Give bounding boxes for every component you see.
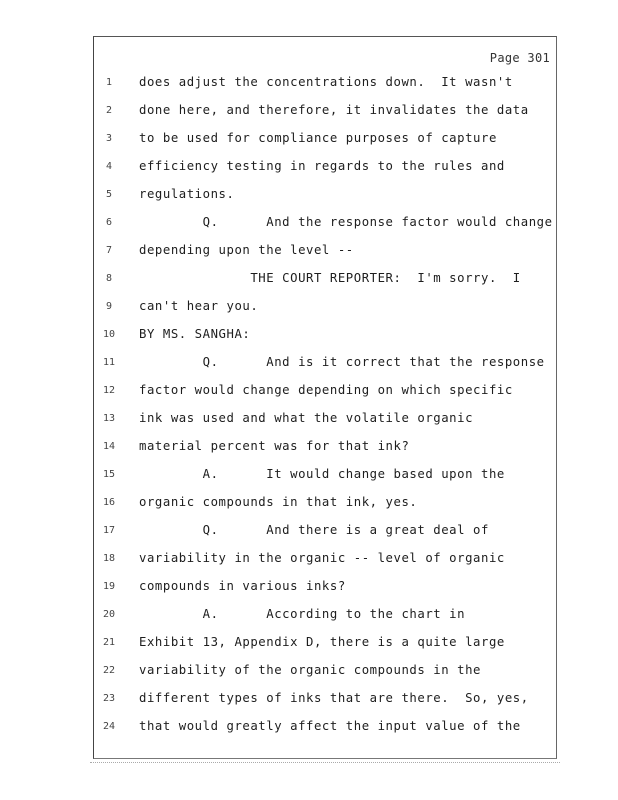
transcript-line: [94, 131, 554, 155]
transcript-line: [94, 299, 554, 323]
line-number: 2: [105, 105, 113, 116]
transcript-line: [94, 383, 554, 407]
line-number: 14: [102, 441, 116, 452]
transcript-line: [94, 187, 554, 211]
line-number: 11: [102, 357, 116, 368]
line-number: 5: [105, 189, 113, 200]
line-number: 1: [105, 77, 113, 88]
transcript-line: [94, 103, 554, 127]
transcript-line: [94, 523, 554, 547]
line-text: depending upon the level --: [139, 243, 354, 257]
line-text: BY MS. SANGHA:: [139, 327, 251, 341]
line-number: 15: [102, 469, 116, 480]
line-text: THE COURT REPORTER: I'm sorry. I: [139, 271, 521, 285]
transcript-line: [94, 215, 554, 239]
line-text: different types of inks that are there. So, yes,: [139, 691, 529, 705]
line-number: 3: [105, 133, 113, 144]
transcript-line: [94, 411, 554, 435]
line-number: 13: [102, 413, 116, 424]
line-number: 6: [105, 217, 113, 228]
transcript-line: [94, 271, 554, 295]
line-text: A. It would change based upon the: [139, 467, 505, 481]
page-number: Page 301: [489, 51, 550, 65]
line-number: 18: [102, 553, 116, 564]
line-number: 12: [102, 385, 116, 396]
transcript-page: [93, 36, 557, 759]
line-text: ink was used and what the volatile organic: [139, 411, 474, 425]
line-text: material percent was for that ink?: [139, 439, 410, 453]
line-text: Exhibit 13, Appendix D, there is a quite large: [139, 635, 505, 649]
transcript-line: [94, 439, 554, 463]
line-text: variability in the organic -- level of organic: [139, 551, 505, 565]
line-text: Q. And there is a great deal of: [139, 523, 489, 537]
bottom-rule: [90, 762, 560, 763]
line-text: regulations.: [139, 187, 235, 201]
transcript-line: [94, 579, 554, 603]
line-text: variability of the organic compounds in the: [139, 663, 481, 677]
line-number: 19: [102, 581, 116, 592]
line-text: Q. And the response factor would change: [139, 215, 553, 229]
line-text: can't hear you.: [139, 299, 259, 313]
transcript-line: [94, 551, 554, 575]
line-number: 16: [102, 497, 116, 508]
line-text: to be used for compliance purposes of capture: [139, 131, 497, 145]
line-number: 20: [102, 609, 116, 620]
transcript-line: [94, 719, 554, 743]
line-number: 9: [105, 301, 113, 312]
line-number: 4: [105, 161, 113, 172]
line-text: factor would change depending on which specific: [139, 383, 513, 397]
transcript-line: [94, 663, 554, 687]
line-text: does adjust the concentrations down. It wasn't: [139, 75, 513, 89]
line-text: Q. And is it correct that the response: [139, 355, 545, 369]
line-number: 7: [105, 245, 113, 256]
line-text: A. According to the chart in: [139, 607, 466, 621]
transcript-line: [94, 243, 554, 267]
line-text: done here, and therefore, it invalidates the data: [139, 103, 529, 117]
transcript-line: [94, 635, 554, 659]
line-text: that would greatly affect the input value of the: [139, 719, 521, 733]
transcript-line: [94, 355, 554, 379]
transcript-line: [94, 159, 554, 183]
line-number: 22: [102, 665, 116, 676]
transcript-line: [94, 467, 554, 491]
transcript-line: [94, 495, 554, 519]
transcript-line: [94, 691, 554, 715]
line-text: efficiency testing in regards to the rules and: [139, 159, 505, 173]
line-number: 21: [102, 637, 116, 648]
line-text: organic compounds in that ink, yes.: [139, 495, 418, 509]
line-number: 8: [105, 273, 113, 284]
line-number: 24: [102, 721, 116, 732]
line-text: compounds in various inks?: [139, 579, 346, 593]
line-number: 17: [102, 525, 116, 536]
transcript-line: [94, 607, 554, 631]
transcript-line: [94, 327, 554, 351]
line-number: 10: [102, 329, 116, 340]
transcript-line: [94, 75, 554, 99]
line-number: 23: [102, 693, 116, 704]
